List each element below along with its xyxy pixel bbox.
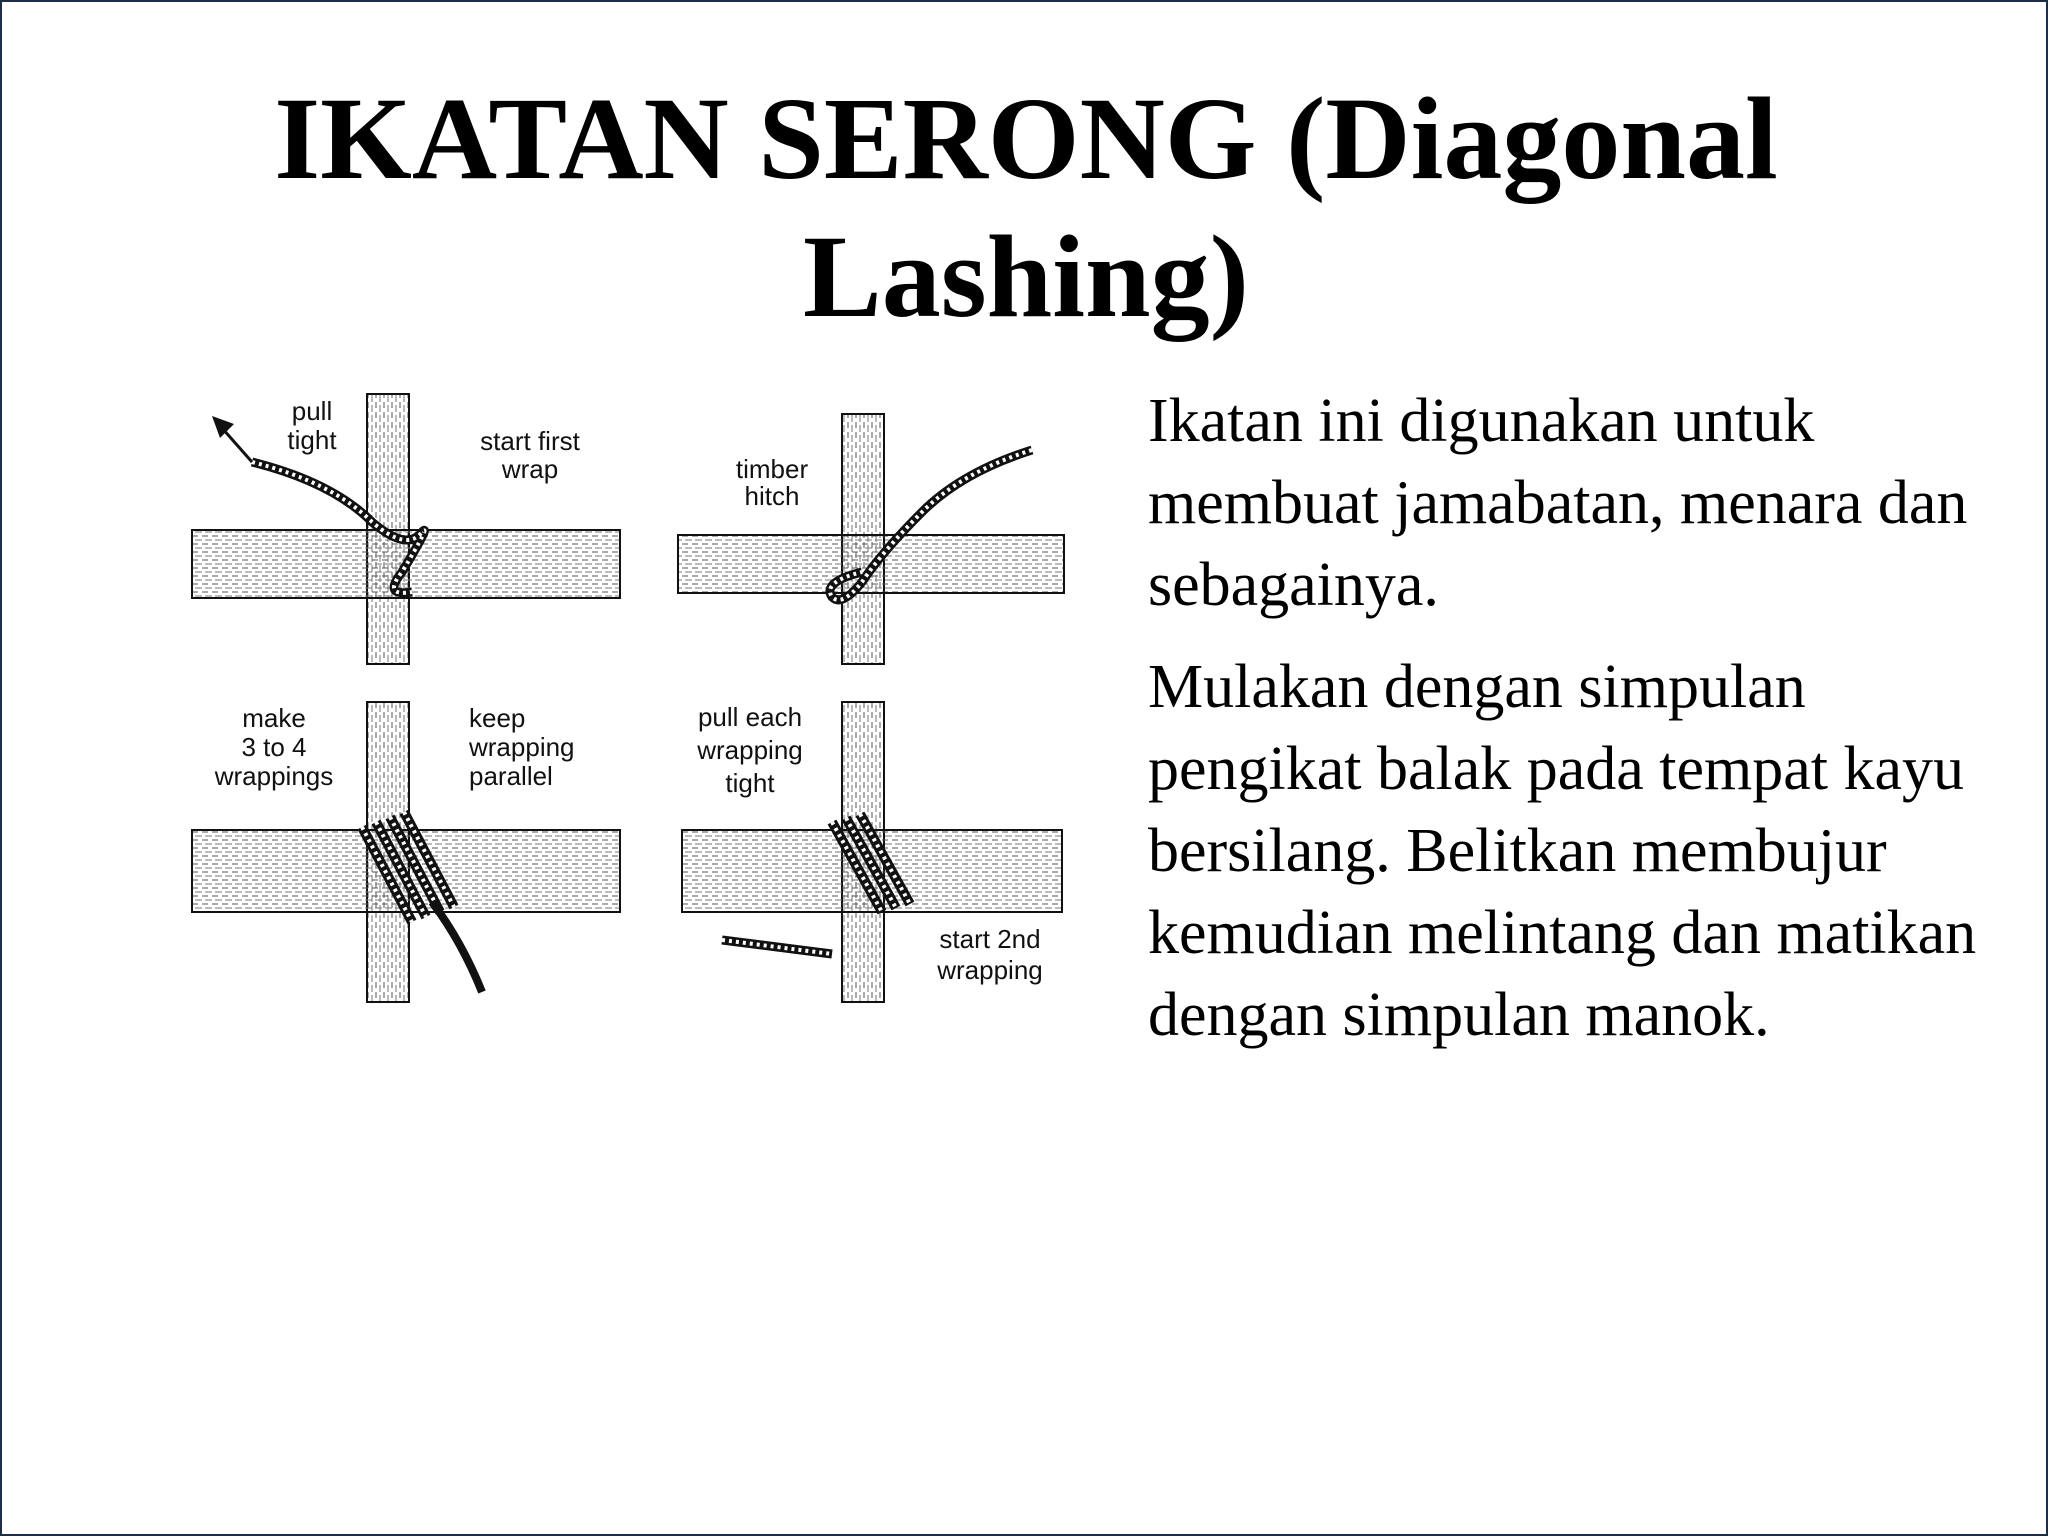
panel1-label-wrap: wrap [501, 454, 559, 484]
panel-2 [678, 414, 1064, 664]
panel3-label-wrapping: wrapping [469, 732, 575, 762]
panel3-label-count: 3 to 4 [241, 732, 307, 762]
panel1-label-tight: tight [287, 425, 337, 455]
paragraph-usage: Ikatan ini digunakan untuk membuat jamabatan, menara dan sebagainya. [1148, 387, 1968, 619]
paragraph-instructions: Mulakan dengan simpulan pengikat balak pada tempat kayu bersilang. Belitkan membujur kemudian melintang dan matikan dengan simpulan manok. [1148, 653, 1977, 1049]
panel4-label-wrapping-2: wrapping [937, 955, 1043, 985]
panel1-label-pull: pull [291, 396, 333, 426]
panel2-label-hitch: hitch [744, 481, 800, 511]
slide-title: IKATAN SERONG (Diagonal Lashing) [274, 73, 1778, 342]
arrow-line [222, 428, 252, 462]
panel-3 [192, 702, 620, 1002]
panel3-label-parallel: parallel [469, 761, 553, 791]
panel2-label-timber: timber [735, 454, 809, 484]
arrow-icon [212, 416, 234, 438]
panel3-label-keep: keep [469, 703, 526, 733]
panel4-label-start-2nd: start 2nd [939, 924, 1041, 954]
panel-4 [682, 702, 1062, 1002]
panel4-label-pull-each: pull each [697, 702, 803, 732]
rope-end [432, 902, 482, 992]
body-text [1148, 380, 2008, 1076]
panel3-label-wrappings: wrappings [214, 761, 334, 791]
diagonal-lashing-illustration [182, 382, 1082, 1022]
panel4-label-tight: tight [725, 768, 775, 798]
panel3-label-make: make [242, 703, 306, 733]
panel1-label-start-first: start first [480, 426, 580, 456]
panel-1 [192, 394, 620, 664]
panel4-label-wrapping: wrapping [697, 735, 803, 765]
